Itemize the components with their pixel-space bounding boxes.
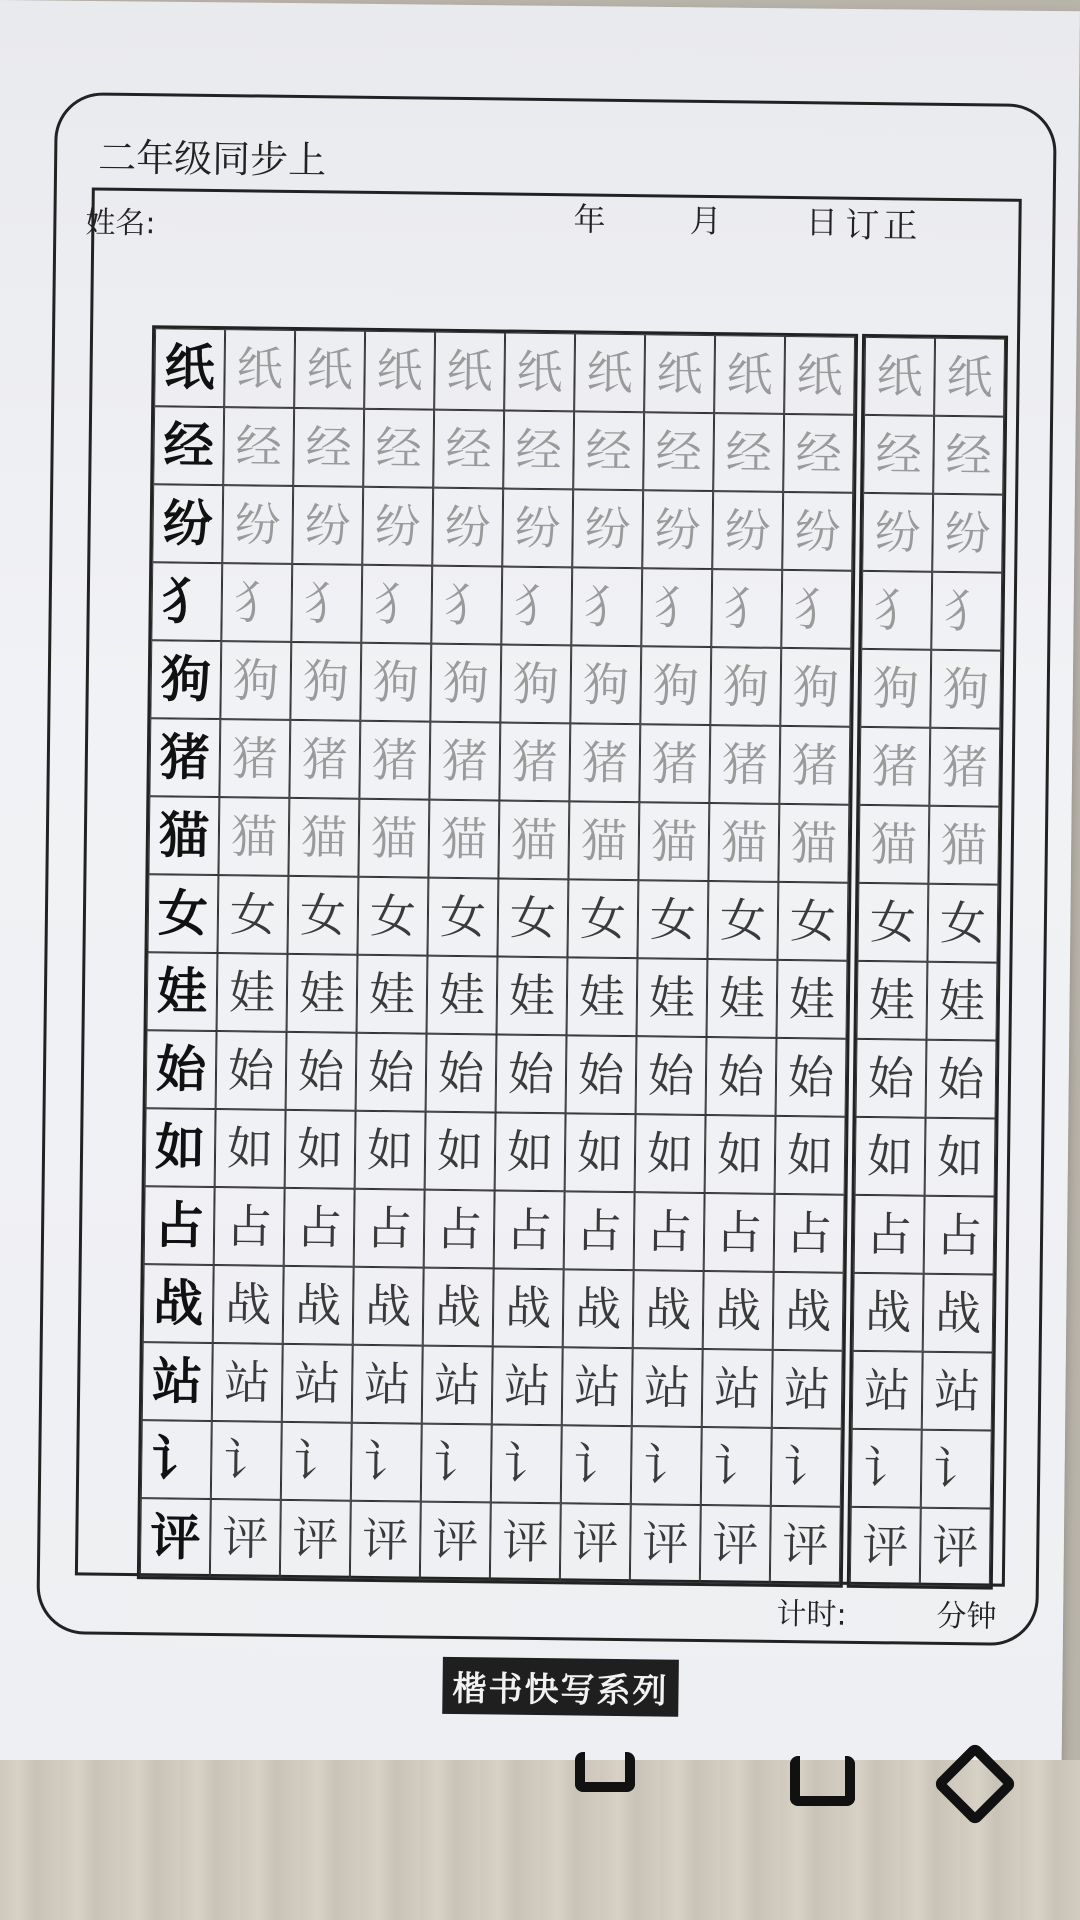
- correction-cell: 纷: [932, 494, 1003, 573]
- practice-cell: 如: [355, 1111, 426, 1190]
- practice-cell: 娃: [287, 954, 358, 1033]
- model-character-cell: 娃: [147, 952, 218, 1031]
- practice-cell: 娃: [776, 960, 847, 1039]
- practice-cell: 占: [424, 1190, 495, 1269]
- practice-cell: 女: [777, 882, 848, 961]
- model-character-cell: 评: [140, 1498, 211, 1577]
- model-character-cell: 如: [145, 1108, 216, 1187]
- practice-cell: 讠: [631, 1426, 702, 1505]
- practice-cell: 占: [704, 1193, 775, 1272]
- practice-cell: 娃: [707, 959, 778, 1038]
- practice-cell: 猪: [429, 722, 500, 801]
- practice-cell: 战: [633, 1270, 704, 1349]
- practice-cell: 女: [497, 878, 568, 957]
- model-character-cell: 讠: [141, 1420, 212, 1499]
- practice-cell: 站: [492, 1346, 563, 1425]
- correction-cell: 纷: [862, 493, 933, 572]
- practice-cell: 经: [503, 411, 574, 490]
- correction-cell: 犭: [861, 571, 932, 650]
- practice-cell: 猪: [499, 722, 570, 801]
- practice-cell: 讠: [561, 1425, 632, 1504]
- practice-cell: 经: [643, 412, 714, 491]
- table-surface: [0, 1760, 1080, 1920]
- practice-cell: 纷: [432, 488, 503, 567]
- correction-cell: 始: [926, 1040, 997, 1119]
- practice-cell: 犭: [361, 565, 432, 644]
- practice-cell: 如: [565, 1113, 636, 1192]
- correction-cell: 占: [924, 1196, 995, 1275]
- practice-cell: 女: [567, 879, 638, 958]
- practice-cell: 狗: [780, 648, 851, 727]
- practice-cell: 站: [282, 1344, 353, 1423]
- practice-cell: 纸: [784, 336, 855, 415]
- practice-cell: 评: [420, 1502, 491, 1581]
- correction-cell: 猪: [859, 727, 930, 806]
- correction-cell: 犭: [931, 572, 1002, 651]
- practice-cell: 占: [214, 1187, 285, 1266]
- practice-cell: 犭: [291, 564, 362, 643]
- model-character-cell: 猫: [148, 796, 219, 875]
- practice-cell: 娃: [217, 953, 288, 1032]
- practice-cell: 女: [287, 876, 358, 955]
- practice-cell: 娃: [497, 956, 568, 1035]
- practice-cell: 如: [635, 1114, 706, 1193]
- practice-cell: 占: [494, 1190, 565, 1269]
- practice-cell: 纷: [362, 487, 433, 566]
- practice-cell: 站: [772, 1350, 843, 1429]
- day-label: 日: [805, 203, 839, 242]
- table-mark: [575, 1752, 635, 1792]
- correction-cell: 狗: [860, 649, 931, 728]
- practice-cell: 占: [354, 1189, 425, 1268]
- practice-cell: 猪: [709, 725, 780, 804]
- practice-cell: 娃: [637, 958, 708, 1037]
- correction-cell: 女: [857, 883, 928, 962]
- practice-cell: 战: [563, 1269, 634, 1348]
- practice-cell: 狗: [360, 643, 431, 722]
- practice-cell: 战: [493, 1268, 564, 1347]
- practice-cell: 如: [775, 1116, 846, 1195]
- model-character-cell: 女: [147, 874, 218, 953]
- practice-cell: 纸: [714, 335, 785, 414]
- correction-cell: 如: [925, 1118, 996, 1197]
- practice-cell: 猪: [779, 726, 850, 805]
- practice-cell: 如: [285, 1110, 356, 1189]
- practice-cell: 占: [634, 1192, 705, 1271]
- practice-cell: 女: [637, 880, 708, 959]
- practice-cell: 战: [213, 1265, 284, 1344]
- practice-cell: 始: [426, 1034, 497, 1113]
- practice-cell: 经: [573, 411, 644, 490]
- practice-cell: 战: [423, 1268, 494, 1347]
- timer-unit: 分钟: [936, 1598, 997, 1635]
- correction-cell: 站: [852, 1351, 923, 1430]
- practice-cell: 狗: [570, 645, 641, 724]
- practice-cell: 猫: [568, 801, 639, 880]
- practice-cell: 经: [433, 410, 504, 489]
- correction-cell: 如: [855, 1117, 926, 1196]
- practice-cell: 站: [632, 1348, 703, 1427]
- correction-cell: 评: [850, 1507, 921, 1586]
- practice-cell: 评: [210, 1499, 281, 1578]
- practice-cell: 评: [630, 1504, 701, 1583]
- practice-cell: 战: [283, 1266, 354, 1345]
- model-character-cell: 猪: [149, 718, 220, 797]
- practice-cell: 犭: [501, 566, 572, 645]
- correction-grid: [847, 334, 1008, 1590]
- correction-cell: 讠: [921, 1430, 992, 1509]
- practice-cell: 娃: [427, 956, 498, 1035]
- practice-cell: 经: [293, 408, 364, 487]
- practice-cell: 纷: [572, 489, 643, 568]
- practice-cell: 站: [422, 1346, 493, 1425]
- practice-cell: 犭: [571, 567, 642, 646]
- correction-cell: 讠: [851, 1429, 922, 1508]
- practice-grid: [137, 325, 858, 1588]
- practice-cell: 猫: [288, 798, 359, 877]
- practice-cell: 经: [223, 407, 294, 486]
- practice-cell: 狗: [290, 642, 361, 721]
- practice-cell: 站: [212, 1343, 283, 1422]
- practice-cell: 始: [496, 1034, 567, 1113]
- model-character-cell: 始: [146, 1030, 217, 1109]
- practice-cell: 评: [490, 1502, 561, 1581]
- practice-cell: 纸: [644, 334, 715, 413]
- practice-cell: 站: [562, 1347, 633, 1426]
- correction-cell: 占: [854, 1195, 925, 1274]
- model-character-cell: 狗: [150, 640, 221, 719]
- practice-cell: 始: [636, 1036, 707, 1115]
- practice-cell: 始: [706, 1037, 777, 1116]
- correction-cell: 战: [853, 1273, 924, 1352]
- practice-cell: 经: [713, 413, 784, 492]
- practice-cell: 猫: [638, 802, 709, 881]
- model-character-cell: 经: [153, 406, 224, 485]
- practice-cell: 纷: [642, 490, 713, 569]
- correction-cell: 站: [922, 1352, 993, 1431]
- practice-cell: 狗: [220, 641, 291, 720]
- practice-cell: 猫: [778, 804, 849, 883]
- correction-label: 订正: [845, 205, 922, 247]
- practice-cell: 讠: [421, 1424, 492, 1503]
- correction-cell: 经: [933, 416, 1004, 495]
- practice-cell: 犭: [221, 563, 292, 642]
- practice-cell: 纷: [712, 491, 783, 570]
- practice-cell: 讠: [701, 1427, 772, 1506]
- timer-label: 计时:: [776, 1596, 847, 1633]
- practice-cell: 猫: [358, 799, 429, 878]
- practice-cell: 讠: [211, 1421, 282, 1500]
- practice-cell: 始: [776, 1038, 847, 1117]
- table-mark: [790, 1756, 855, 1806]
- practice-cell: 猪: [639, 724, 710, 803]
- practice-cell: 讠: [491, 1424, 562, 1503]
- practice-cell: 狗: [710, 647, 781, 726]
- correction-cell: 娃: [856, 961, 927, 1040]
- practice-cell: 评: [700, 1505, 771, 1584]
- practice-cell: 女: [357, 877, 428, 956]
- practice-cell: 狗: [500, 644, 571, 723]
- practice-cell: 狗: [640, 646, 711, 725]
- practice-cell: 评: [350, 1501, 421, 1580]
- name-label: 姓名:: [85, 205, 156, 242]
- sheet-title: 二年级同步上: [97, 135, 327, 183]
- practice-cell: 讠: [351, 1423, 422, 1502]
- practice-cell: 如: [495, 1112, 566, 1191]
- month-label: 月: [689, 201, 722, 241]
- practice-cell: 始: [566, 1035, 637, 1114]
- practice-cell: 评: [770, 1506, 841, 1585]
- practice-cell: 纸: [224, 329, 295, 408]
- practice-cell: 娃: [357, 955, 428, 1034]
- practice-cell: 评: [560, 1503, 631, 1582]
- practice-cell: 纸: [574, 333, 645, 412]
- correction-cell: 评: [920, 1508, 991, 1587]
- practice-cell: 始: [216, 1031, 287, 1110]
- practice-cell: 女: [707, 881, 778, 960]
- practice-cell: 占: [564, 1191, 635, 1270]
- practice-cell: 纷: [222, 485, 293, 564]
- practice-cell: 猪: [289, 720, 360, 799]
- practice-cell: 始: [286, 1032, 357, 1111]
- correction-cell: 猫: [858, 805, 929, 884]
- correction-cell: 纸: [864, 337, 935, 416]
- practice-cell: 女: [427, 878, 498, 957]
- practice-cell: 纷: [502, 489, 573, 568]
- practice-cell: 占: [284, 1188, 355, 1267]
- practice-cell: 纸: [364, 331, 435, 410]
- correction-cell: 狗: [930, 650, 1001, 729]
- model-character-cell: 纸: [154, 328, 225, 407]
- practice-cell: 站: [702, 1349, 773, 1428]
- practice-cell: 犭: [641, 568, 712, 647]
- correction-cell: 战: [923, 1274, 994, 1353]
- practice-cell: 占: [774, 1194, 845, 1273]
- correction-cell: 始: [856, 1039, 927, 1118]
- practice-cell: 纸: [434, 332, 505, 411]
- correction-cell: 猫: [928, 806, 999, 885]
- practice-cell: 经: [783, 414, 854, 493]
- practice-cell: 战: [773, 1272, 844, 1351]
- correction-cell: 经: [863, 415, 934, 494]
- practice-cell: 讠: [771, 1428, 842, 1507]
- practice-cell: 纸: [504, 333, 575, 412]
- practice-cell: 狗: [430, 644, 501, 723]
- model-character-cell: 战: [143, 1264, 214, 1343]
- practice-cell: 犭: [711, 569, 782, 648]
- practice-cell: 猫: [218, 797, 289, 876]
- practice-cell: 纸: [294, 330, 365, 409]
- practice-cell: 猫: [498, 800, 569, 879]
- practice-cell: 娃: [567, 957, 638, 1036]
- practice-cell: 纷: [782, 492, 853, 571]
- practice-cell: 犭: [781, 570, 852, 649]
- practice-cell: 女: [217, 875, 288, 954]
- practice-cell: 纷: [292, 486, 363, 565]
- model-character-cell: 纷: [152, 484, 223, 563]
- practice-cell: 讠: [281, 1422, 352, 1501]
- practice-cell: 评: [280, 1500, 351, 1579]
- model-character-cell: 占: [144, 1186, 215, 1265]
- practice-cell: 如: [425, 1112, 496, 1191]
- practice-cell: 猫: [708, 803, 779, 882]
- practice-cell: 战: [703, 1271, 774, 1350]
- model-character-cell: 站: [142, 1342, 213, 1421]
- year-label: 年: [573, 200, 606, 239]
- practice-cell: 猫: [428, 800, 499, 879]
- correction-cell: 娃: [926, 962, 997, 1041]
- practice-cell: 站: [352, 1345, 423, 1424]
- correction-cell: 猪: [929, 728, 1000, 807]
- practice-cell: 如: [215, 1109, 286, 1188]
- practice-cell: 犭: [431, 566, 502, 645]
- practice-cell: 经: [363, 409, 434, 488]
- practice-cell: 猪: [569, 723, 640, 802]
- series-logo: 楷书快写系列: [442, 1657, 679, 1717]
- practice-cell: 猪: [359, 721, 430, 800]
- practice-sheet: [36, 92, 1055, 1712]
- practice-cell: 如: [705, 1115, 776, 1194]
- practice-cell: 战: [353, 1267, 424, 1346]
- correction-cell: 纸: [934, 338, 1005, 417]
- practice-cell: 始: [356, 1033, 427, 1112]
- model-character-cell: 犭: [151, 562, 222, 641]
- practice-cell: 猪: [219, 719, 290, 798]
- correction-cell: 女: [927, 884, 998, 963]
